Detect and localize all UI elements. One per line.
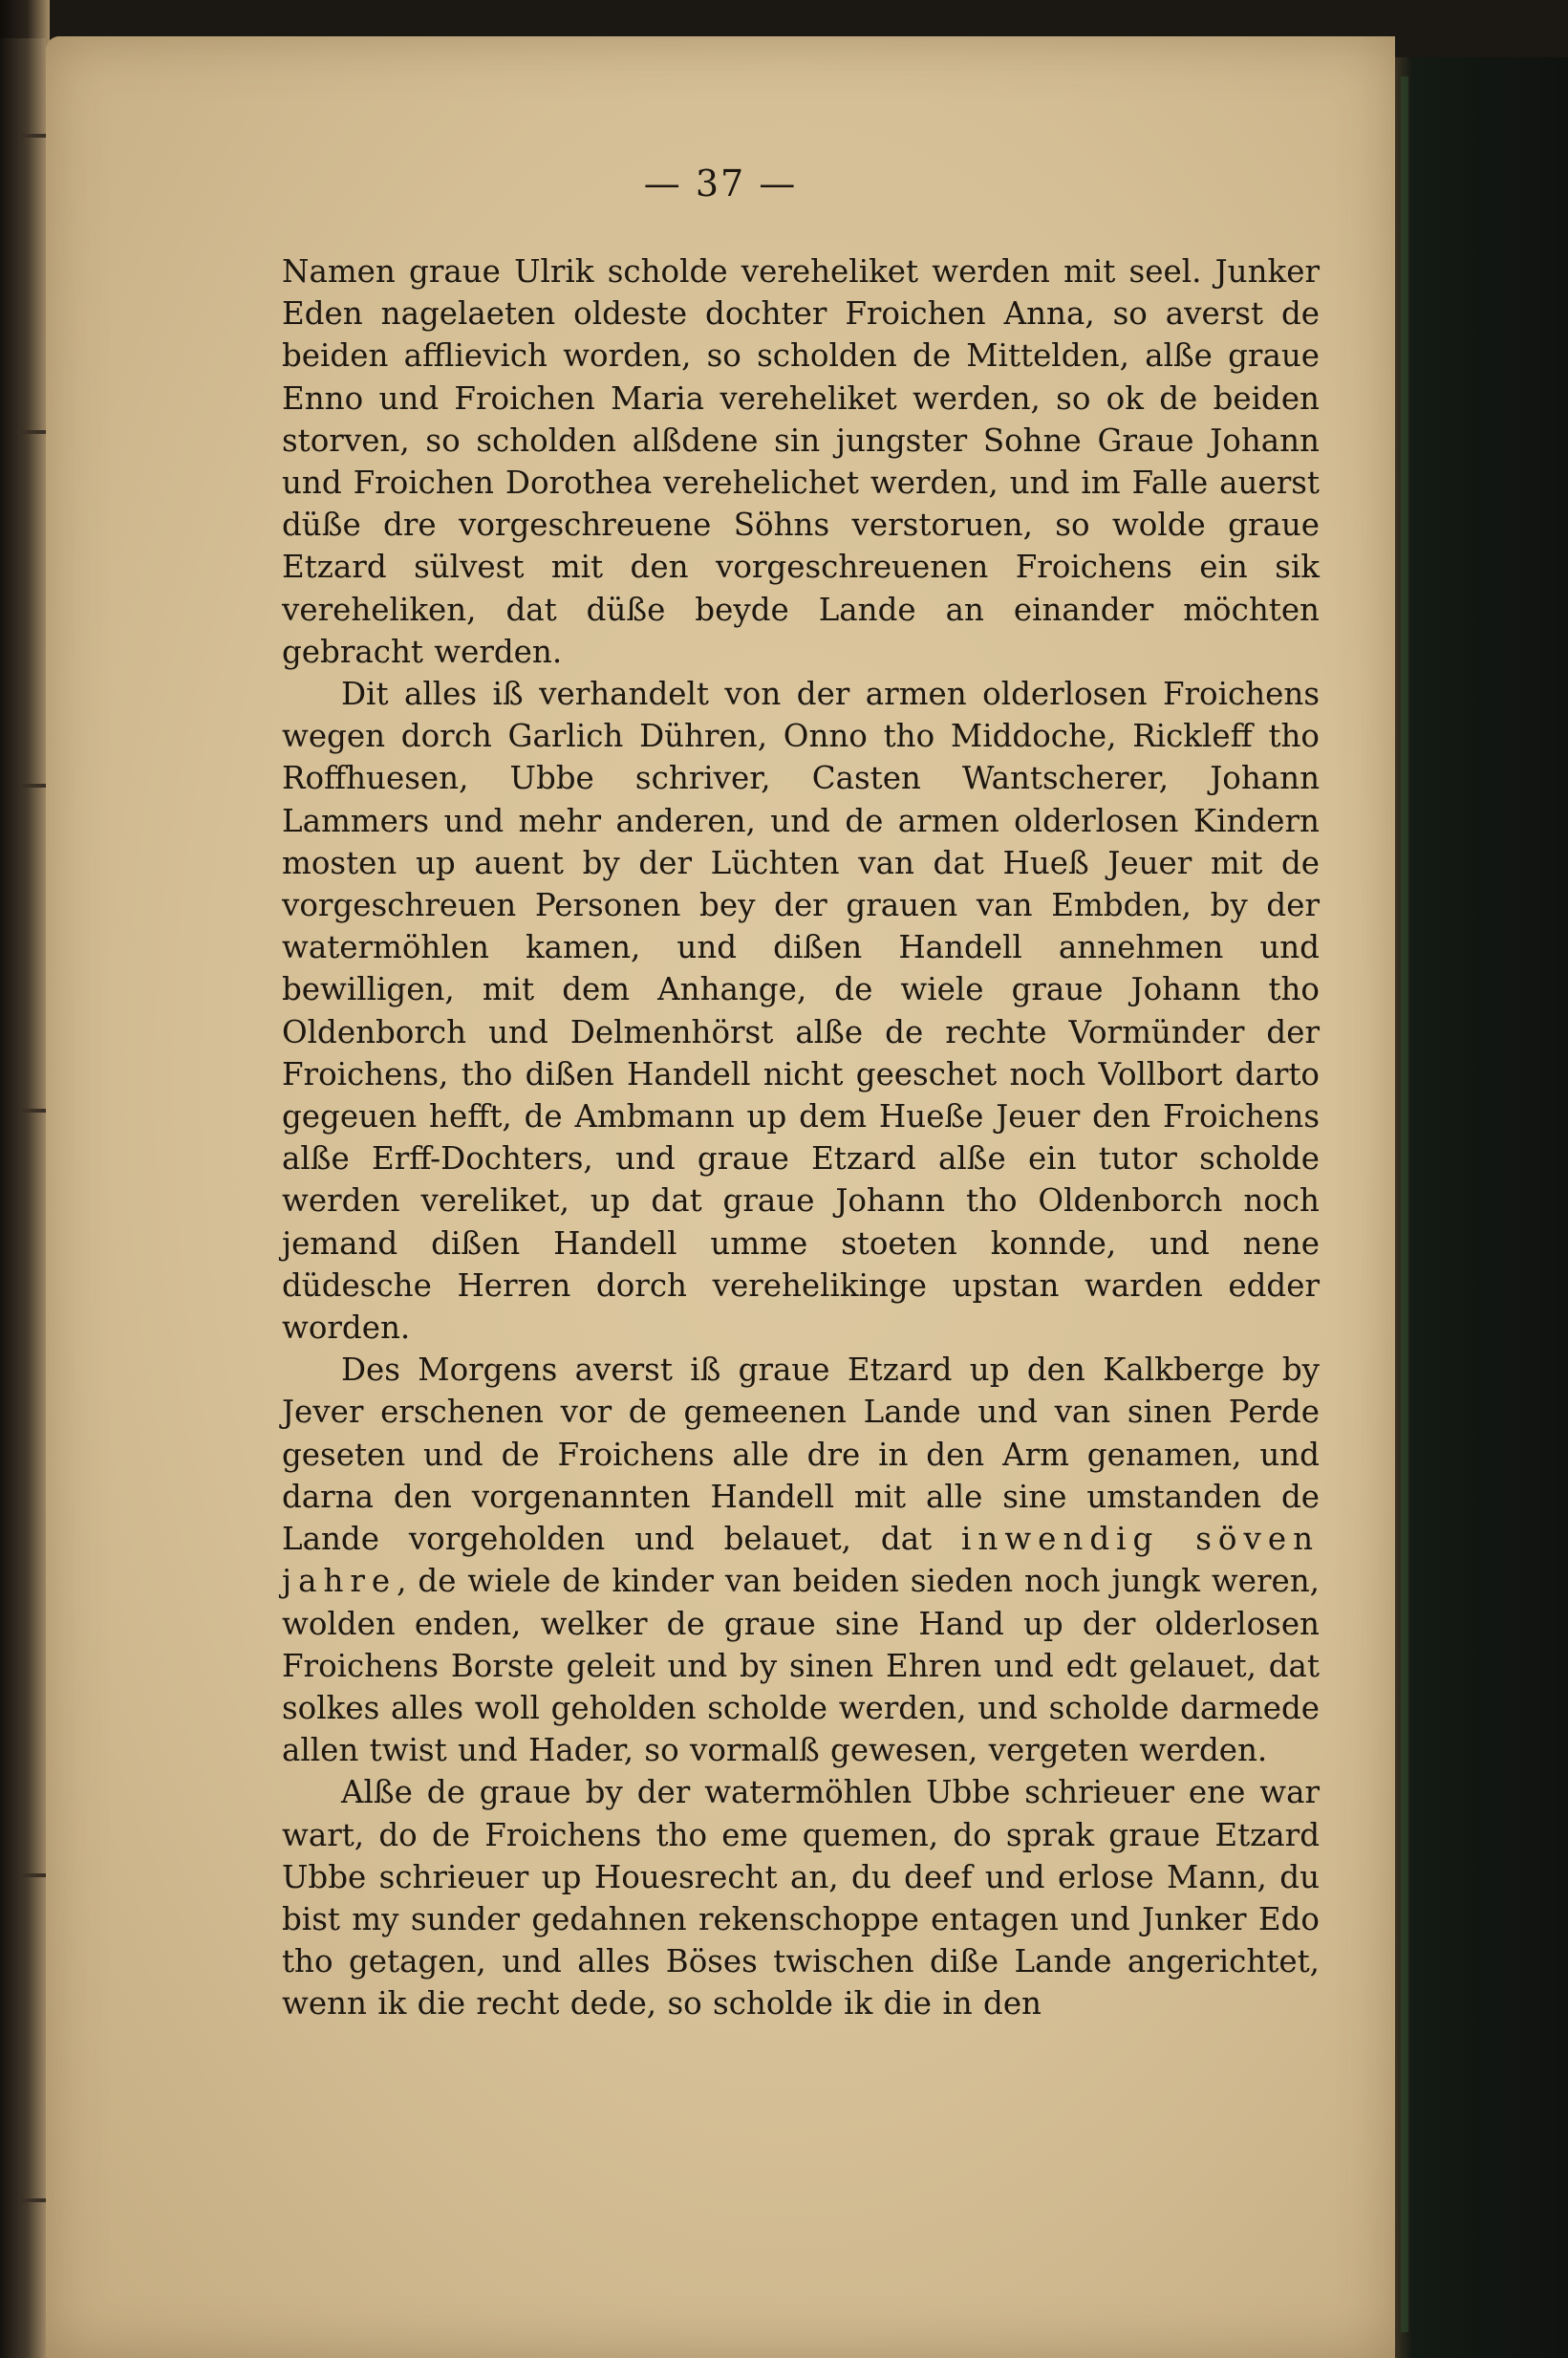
paragraph <box>282 673 1320 1349</box>
facing-page-sliver <box>0 38 46 2358</box>
paragraph-text: Des Morgens averst iß graue Etzard up den Kalkberge by Jever erschenen vor de gemeenen Lande und van sinen Perde geseten und de Froichens alle dre in den Arm genamen, und darna den vorgenannten Handell mit alle sine umstanden de Lande vorgeholden und belauet, dat <box>282 1352 1320 1558</box>
emphasized-text: inwendig söven jahre <box>282 1521 1321 1600</box>
paragraph <box>282 1771 1320 2024</box>
facing-page-mark <box>19 1109 46 1113</box>
cover-binding-stripe <box>1401 76 1408 2332</box>
paragraph <box>282 250 1320 673</box>
paragraph-text: , de wiele de kinder van beiden sieden noch jungk weren, wolden enden, welker de graue sine Hand up der olderlosen Froichens Borste geleit und by sinen Ehren und edt gelauet, dat solkes alles woll geholden scholde werden, und scholde darmede allen twist und Hader, so vormalß gewesen, vergeten werden. <box>282 1563 1320 1769</box>
facing-page-mark <box>19 2198 46 2202</box>
facing-page-mark <box>19 784 46 788</box>
body-text <box>282 250 1320 2025</box>
facing-page-mark <box>19 134 46 138</box>
paragraph-text: Alße de graue by der watermöhlen Ubbe schrieuer ene war wart, do de Froichens tho eme quemen, do sprak graue Etzard Ubbe schrieuer up Houesrecht an, du deef und erlose Mann, du bist my sunder gedahnen rekenschoppe entagen und Junker Edo tho getagen, und alles Böses twischen diße Lande angerichtet, wenn ik die recht dede, so scholde ik die in den <box>282 1774 1320 2023</box>
page-number: — 37 — <box>643 162 798 205</box>
paragraph-text: Namen graue Ulrik scholde vereheliket werden mit seel. Junker Eden nagelaeten oldeste dochter Froichen Anna, so averst de beiden afflievich worden, so scholden de Mittelden, alße graue Enno und Froichen Maria vereheliket werden, so ok de beiden storven, so scholden alßdene sin jungster Sohne Graue Johann und Froichen Dorothea verehelichet werden, und im Falle auerst düße dre vorgeschreuene Söhns verstoruen, so wolde graue Etzard sülvest mit den vorgeschreuenen Froichens ein sik vereheliken, dat düße beyde Lande an einander möchten gebracht werden. <box>282 253 1320 670</box>
paragraph-text: Dit alles iß verhandelt von der armen olderlosen Froichens wegen dorch Garlich Dühren, Onno tho Middoche, Rickleff tho Roffhuesen, Ubbe schriver, Casten Wantscherer, Johann Lammers und mehr anderen, und de armen olderlosen Kindern mosten up auent by der Lüchten van dat Hueß Jeuer mit de vorgeschreuen Personen bey der grauen van Embden, by der watermöhlen kamen, und dißen Handell annehmen und bewilligen, mit dem Anhange, de wiele graue Johann tho Oldenborch und Delmenhörst alße de rechte Vormünder der Froichens, tho dißen Handell nicht geeschet noch Vollbort darto gegeuen hefft, de Ambmann up dem Hueße Jeuer den Froichens alße Erff-Dochters, und graue Etzard alße ein tutor scholde werden vereliket, up dat graue Johann tho Oldenborch noch jemand dißen Handell umme stoeten konnde, und nene düdesche Herren dorch verehelikinge upstan warden edder worden. <box>282 676 1320 1347</box>
facing-page-mark <box>19 1873 46 1877</box>
book-cover-edge <box>1395 57 1568 2358</box>
paragraph <box>282 1349 1320 1771</box>
facing-page-mark <box>19 430 46 434</box>
